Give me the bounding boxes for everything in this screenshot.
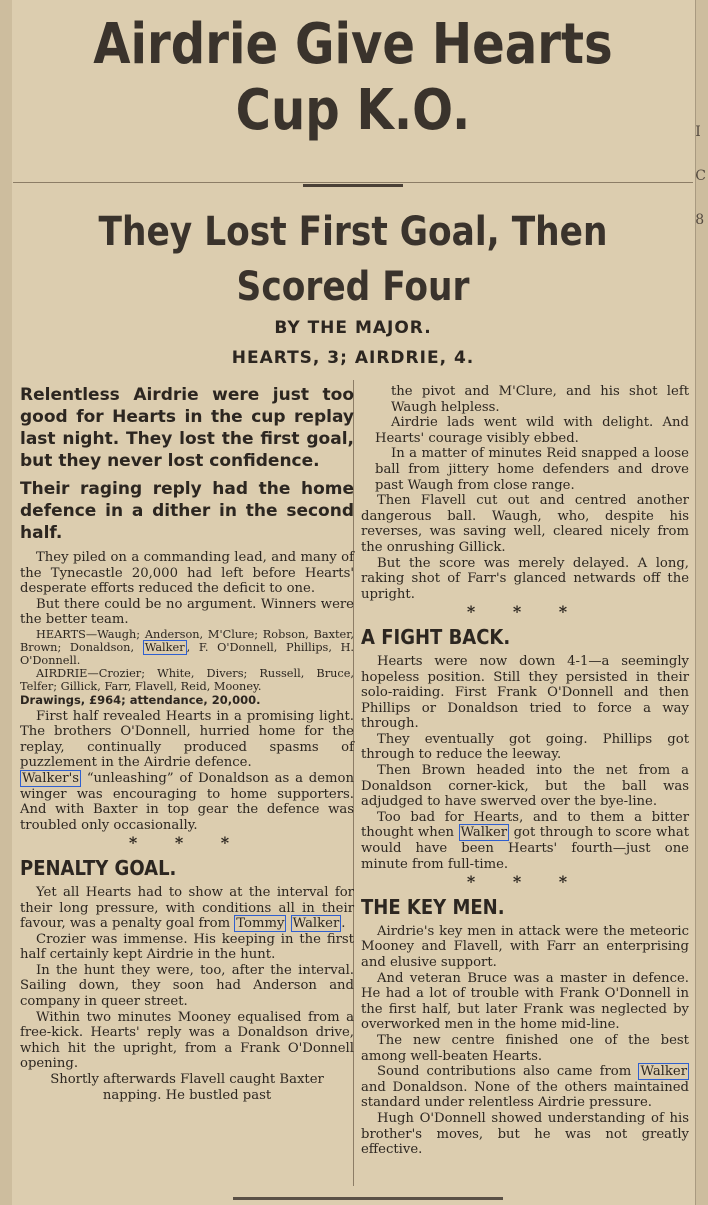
section-heading: A FIGHT BACK. — [361, 624, 511, 649]
paragraph: In a matter of minutes Reid snapped a loose ball from jittery home defenders and drove past Waugh from close range. — [375, 446, 689, 493]
paragraph: But the score was merely delayed. A long, raking shot of Farr's glanced netwards off the upright. — [361, 555, 689, 602]
paragraph-text: Too bad for Hearts, and to them a bitter thought when — [361, 809, 689, 841]
airdrie-team-list: AIRDRIE—Crozier; White, Divers; Russell, Bruce, Telfer; Gillick, Farr, Flavell, Reid, Mooney. — [20, 666, 354, 693]
paragraph: Shortly afterwards Flavell caught Baxter napping. He bustled past — [50, 1072, 324, 1103]
margin-mark: 8 — [695, 212, 705, 228]
team-text: HEARTS—Waugh; Anderson, M'Clure; Robson, Baxter, Brown; Donaldson, — [20, 627, 354, 654]
paragraph — [20, 885, 354, 932]
section-stars: * * * — [128, 833, 246, 853]
paragraph-text: “unleashing” of Donaldson as a demon winger was encouraging to home supporters. And with Baxter in top gear the defence was troubled only occasionally. — [20, 770, 354, 833]
highlighted-name[interactable]: Tommy — [236, 916, 285, 932]
paragraph-text: got through to score what would have been Hearts' fourth—just one minute from full-time. — [361, 825, 689, 872]
paragraph — [20, 771, 354, 833]
bottom-rule — [233, 1197, 503, 1200]
highlighted-name[interactable]: Walker — [460, 825, 508, 841]
paragraph: They piled on a commanding lead, and many of the Tynecastle 20,000 had left before Hearts' desperate efforts reduced the deficit to one. — [20, 550, 354, 597]
paragraph-text: . — [341, 916, 346, 932]
column-right — [361, 384, 689, 1158]
column-left — [20, 384, 354, 1103]
subheadline-line-1: They Lost First Goal, Then — [98, 209, 608, 255]
section-stars: * * * — [466, 602, 584, 622]
section-stars: * * * — [466, 872, 584, 892]
paragraph: Then Flavell cut out and centred another dangerous ball. Waugh, who, despite his reverses, was saving well, cleared nicely from the onrushing Gillick. — [361, 493, 689, 555]
team-text: , F. O'Donnell, Phillips, H. O'Donnell. — [20, 640, 355, 667]
headline-line-2: Cup K.O. — [235, 78, 471, 143]
highlighted-name[interactable]: Walker — [292, 916, 340, 932]
paragraph: Crozier was immense. His keeping in the first half certainly kept Airdrie in the hunt. — [20, 931, 354, 963]
highlighted-name[interactable]: Walker — [640, 1064, 687, 1080]
highlighted-name[interactable]: Walker — [144, 640, 185, 654]
paragraph: Hugh O'Donnell showed understanding of his brother's moves, but he was not greatly effective. — [361, 1110, 689, 1158]
article — [13, 0, 693, 1190]
margin-marks — [695, 110, 706, 242]
margin-mark: I — [695, 124, 701, 140]
hearts-team-list — [20, 628, 354, 667]
intro-paragraph-1: Relentless Airdrie were just too good for Hearts in the cup replay last night. They lost the first goal, but they never lost confidence. — [20, 385, 354, 471]
drawings-attendance: Drawings, £964; attendance, 20,000. — [20, 692, 261, 707]
subheadline-line-2: Scored Four — [236, 264, 470, 310]
paragraph-text: Sound contributions also came from — [377, 1064, 632, 1080]
paragraph: the pivot and M'Clure, and his shot left Waugh helpless. — [391, 384, 689, 415]
margin-mark: C — [695, 168, 706, 184]
paragraph: They eventually got going. Phillips got through to reduce the leeway. — [361, 731, 689, 763]
section-heading: PENALTY GOAL. — [20, 855, 177, 880]
section-heading: THE KEY MEN. — [361, 894, 505, 919]
paragraph: Hearts were now down 4-1—a seemingly hopeless position. Still they persisted in their solo-raiding. First Frank O'Donnell and then Phillips or Donaldson tried to force a way through. — [361, 653, 689, 732]
highlighted-name[interactable]: Walker's — [22, 770, 79, 786]
headline-rule — [13, 182, 693, 183]
paragraph: In the hunt they were, too, after the interval. Sailing down, they soon had Anderson and company in queer street. — [20, 962, 354, 1010]
page-edge-left — [0, 0, 12, 1205]
paragraph-text: Yet all Hearts had to show at the interval for their long pressure, with conditions all in their favour, was a penalty goal from — [20, 884, 354, 932]
paragraph-text: and Donaldson. None of the others maintained standard under relentless Airdrie pressure. — [361, 1079, 689, 1111]
paragraph: First half revealed Hearts in a promising light. The brothers O'Donnell, hurried home for the replay, continually produced spasms of puzzlement in the Airdrie defence. — [20, 708, 354, 771]
paragraph — [361, 1064, 689, 1111]
headline-short-rule — [303, 184, 403, 187]
intro-paragraph-2: Their raging reply had the home defence in a dither in the second half. — [20, 479, 354, 543]
paragraph: And veteran Bruce was a master in defence. He had a lot of trouble with Frank O'Donnell in the first half, but later Frank was neglected by overworked men in the home mid-line. — [361, 970, 689, 1033]
paragraph: Airdrie's key men in attack were the meteoric Mooney and Flavell, with Farr an enterprising and elusive support. — [361, 923, 689, 970]
byline: BY THE MAJOR. — [274, 318, 432, 338]
match-score: HEARTS, 3; AIRDRIE, 4. — [231, 348, 475, 368]
paragraph: Within two minutes Mooney equalised from a free-kick. Hearts' reply was a Donaldson drive, which hit the upright, from a Frank O'Donnell opening. — [20, 1009, 354, 1072]
paragraph: But there could be no argument. Winners were the better team. — [20, 596, 354, 628]
paragraph: The new centre finished one of the best among well-beaten Hearts. — [361, 1032, 689, 1064]
paragraph — [361, 810, 689, 872]
headline-line-1: Airdrie Give Hearts — [93, 12, 613, 77]
paragraph: Airdrie lads went wild with delight. And Hearts' courage visibly ebbed. — [375, 415, 689, 446]
paragraph: Then Brown headed into the net from a Donaldson corner-kick, but the ball was adjudged to have swerved over the bye-line. — [361, 763, 689, 810]
